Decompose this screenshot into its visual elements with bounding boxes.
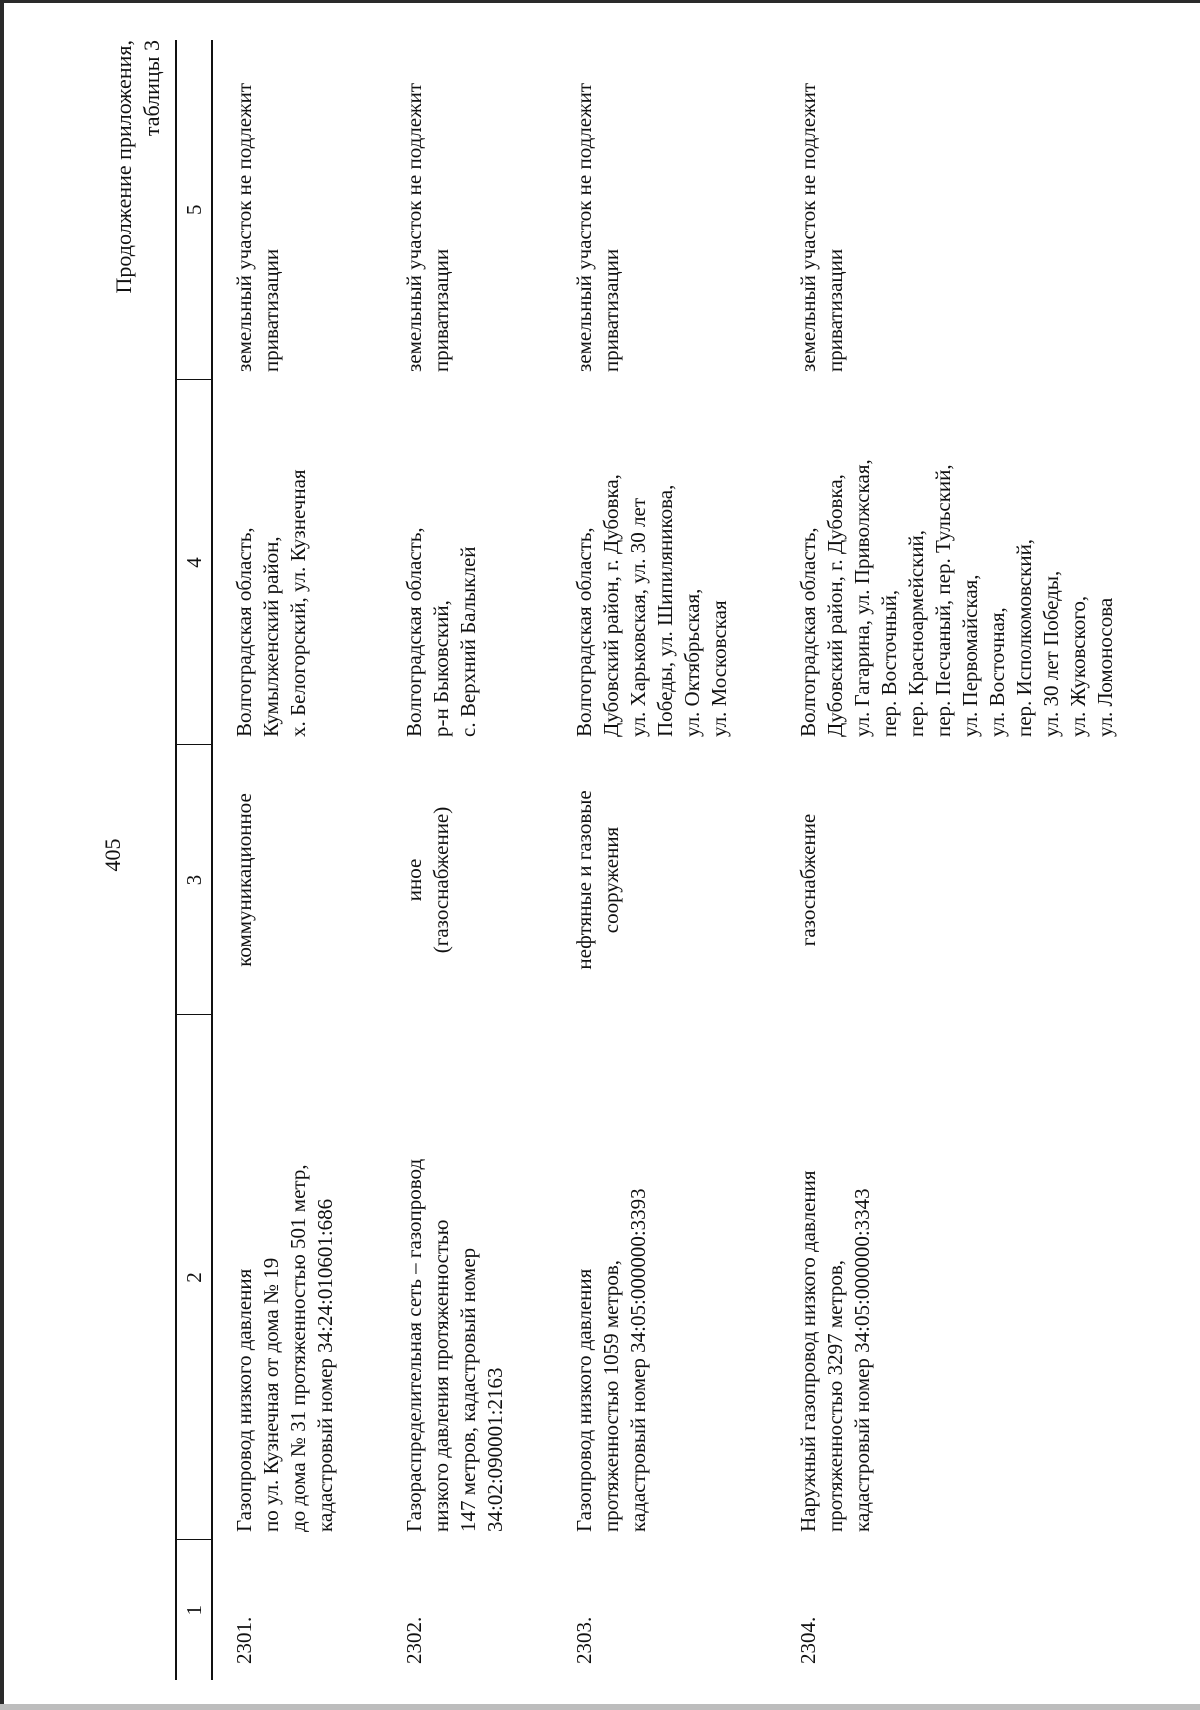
row-number: 2301. xyxy=(232,1616,256,1664)
address-line: пер. Исполкомовский, xyxy=(1012,538,1036,737)
purpose-line: газоснабжение xyxy=(796,813,820,947)
address-line: ул. Ломоносова xyxy=(1093,597,1117,737)
table-body xyxy=(212,40,1163,1680)
note-cell xyxy=(553,40,777,380)
address-line: Волгоградская область, xyxy=(232,527,256,737)
table-row xyxy=(212,40,383,1680)
table-row xyxy=(553,40,777,1680)
note-cell xyxy=(383,40,553,380)
address-line: пер. Песчаный, пер. Тульский, xyxy=(931,464,955,737)
row-number-cell xyxy=(212,1540,383,1680)
address-line: пер. Красноармейский, xyxy=(904,529,928,737)
object-name-cell xyxy=(383,1015,553,1540)
note-line: земельный участок не подлежит xyxy=(796,82,820,372)
address-line: ул. Первомайская, xyxy=(958,574,982,737)
row-number-cell xyxy=(553,1540,777,1680)
address-cell xyxy=(383,380,553,745)
object-name-line: Газопровод низкого давления xyxy=(232,1268,256,1532)
address-line: Кумылженский район, xyxy=(259,536,283,737)
column-header: 4 xyxy=(176,380,212,745)
object-name-line: 147 метров, кадастровый номер xyxy=(456,1247,480,1532)
address-line: ул. Харьковская, ул. 30 лет xyxy=(626,497,650,737)
header-row xyxy=(176,40,212,1680)
address-line: пер. Восточный, xyxy=(877,589,901,737)
note-line: земельный участок не подлежит xyxy=(572,82,596,372)
purpose-cell xyxy=(212,745,383,1015)
object-name-line: кадастровый номер 34:05:000000:3393 xyxy=(626,1188,650,1532)
note-cell xyxy=(777,40,1163,380)
column-header: 5 xyxy=(176,40,212,380)
object-name-line: Газопровод низкого давления xyxy=(572,1268,596,1532)
address-line: х. Белогорский, ул. Кузнечная xyxy=(286,469,310,737)
object-name-line: кадастровый номер 34:24:010601:686 xyxy=(313,1198,337,1532)
purpose-cell xyxy=(553,745,777,1015)
caption-line: таблицы 3 xyxy=(139,40,164,137)
column-header: 1 xyxy=(176,1540,212,1680)
object-name-line: протяженностью 1059 метров, xyxy=(599,1259,623,1532)
address-line: с. Верхний Балыклей xyxy=(456,546,480,737)
page-number: 405 xyxy=(100,838,125,872)
object-name-line: по ул. Кузнечная от дома № 19 xyxy=(259,1257,283,1532)
note-line: приватизации xyxy=(823,248,847,372)
purpose-cell xyxy=(777,745,1163,1015)
purpose-line: нефтяные и газовые xyxy=(572,790,596,970)
object-name-line: до дома № 31 протяженностью 501 метр, xyxy=(286,1164,310,1532)
note-line: земельный участок не подлежит xyxy=(402,82,426,372)
address-line: ул. 30 лет Победы, xyxy=(1039,570,1063,737)
address-line: Волгоградская область, xyxy=(402,527,426,737)
table-row xyxy=(777,40,1163,1680)
object-name-cell xyxy=(777,1015,1163,1540)
column-header: 3 xyxy=(176,745,212,1015)
note-line: земельный участок не подлежит xyxy=(232,82,256,372)
address-line: Волгоградская область, xyxy=(572,527,596,737)
row-number: 2303. xyxy=(572,1616,596,1664)
object-name-cell xyxy=(212,1015,383,1540)
caption-line: Продолжение приложения, xyxy=(111,40,136,294)
object-name-line: 34:02:090001:2163 xyxy=(483,1367,507,1532)
note-line: приватизации xyxy=(259,248,283,372)
address-line: Дубовский район, г. Дубовка, xyxy=(599,474,623,737)
table-row xyxy=(383,40,553,1680)
address-cell xyxy=(212,380,383,745)
object-name-line: Наружный газопровод низкого давления xyxy=(796,1170,820,1532)
table-caption xyxy=(110,40,166,510)
row-number-cell xyxy=(383,1540,553,1680)
property-table xyxy=(175,40,1163,1680)
purpose-line: сооружения xyxy=(599,826,623,934)
address-line: ул. Гагарина, ул. Приволжская, xyxy=(850,459,874,737)
object-name-line: кадастровый номер 34:05:000000:3343 xyxy=(850,1188,874,1532)
address-line: ул. Жуковского, xyxy=(1066,595,1090,737)
object-name-line: низкого давления протяженностью xyxy=(429,1219,453,1532)
object-name-line: Газораспределительная сеть – газопровод xyxy=(402,1158,426,1532)
row-number-cell xyxy=(777,1540,1163,1680)
address-line: ул. Московская xyxy=(707,600,731,737)
address-line: Победы, ул. Шипиляникова, xyxy=(653,484,677,737)
note-cell xyxy=(212,40,383,380)
address-cell xyxy=(553,380,777,745)
row-number: 2302. xyxy=(402,1616,426,1664)
address-line: ул. Октябрьская, xyxy=(680,588,704,737)
address-line: Волгоградская область, xyxy=(796,527,820,737)
address-line: ул. Восточная, xyxy=(985,607,1009,737)
address-cell xyxy=(777,380,1163,745)
address-line: Дубовский район, г. Дубовка, xyxy=(823,474,847,737)
purpose-line: коммуникационное xyxy=(232,793,256,967)
purpose-cell xyxy=(383,745,553,1015)
purpose-line: (газоснабжение) xyxy=(429,806,453,954)
object-name-cell xyxy=(553,1015,777,1540)
note-line: приватизации xyxy=(599,248,623,372)
purpose-line: иное xyxy=(402,858,426,902)
address-line: р-н Быковский, xyxy=(429,600,453,737)
note-line: приватизации xyxy=(429,248,453,372)
object-name-line: протяженностью 3297 метров, xyxy=(823,1259,847,1532)
column-header: 2 xyxy=(176,1015,212,1540)
row-number: 2304. xyxy=(796,1616,820,1664)
